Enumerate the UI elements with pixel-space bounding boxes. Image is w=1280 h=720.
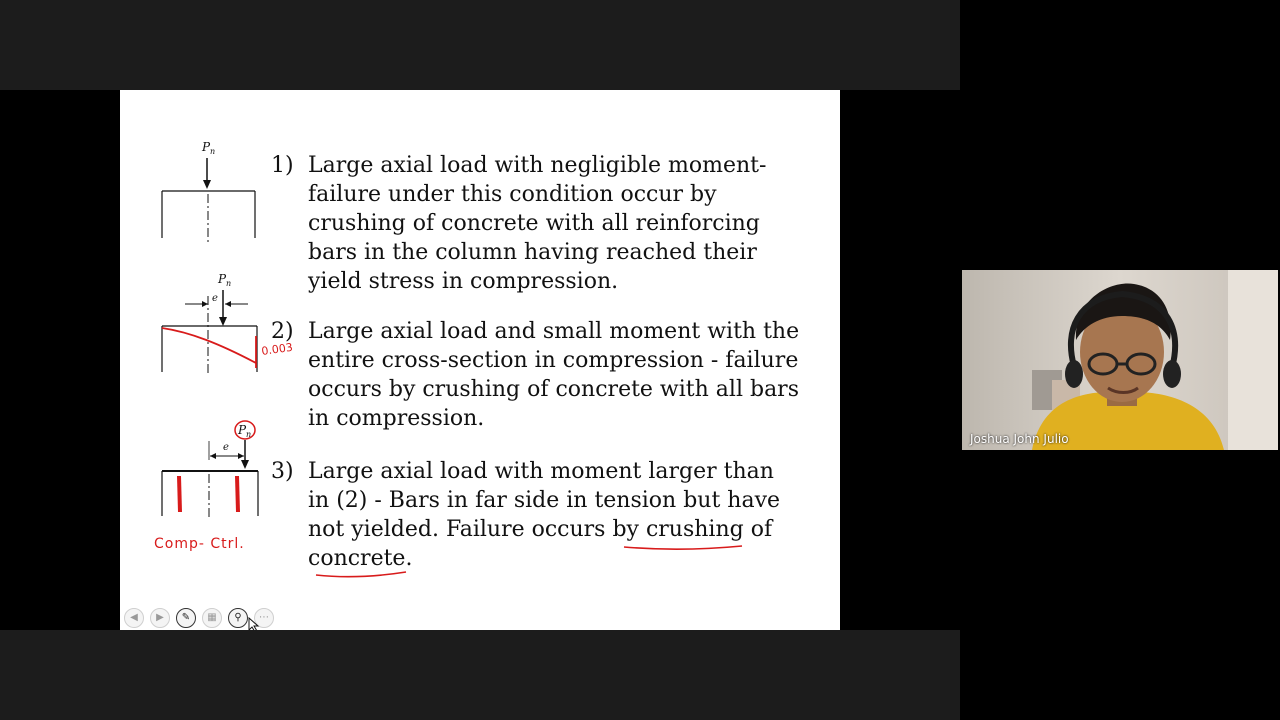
figure-large-eccentricity (150, 416, 290, 531)
text-line (308, 515, 808, 544)
item-number-2: 2) (271, 319, 294, 344)
load-subscript-2: n (226, 279, 232, 288)
presentation-slide (120, 90, 840, 630)
zoom-icon[interactable]: ⚲ (228, 608, 248, 628)
text-line: entire cross-section in compression - failure (308, 348, 799, 373)
participant-video-feed (962, 270, 1278, 450)
eccentricity-label-3: e (223, 442, 229, 453)
underline-annotation-2 (314, 569, 414, 583)
load-label-1: P (202, 140, 211, 154)
text-line: in compression. (308, 406, 485, 431)
participant-video[interactable] (962, 270, 1278, 450)
load-subscript-3: n (246, 430, 252, 439)
next-icon[interactable]: ▶ (150, 608, 170, 628)
slides-icon[interactable]: ▦ (202, 608, 222, 628)
figure-concentric-load (150, 136, 270, 246)
previous-icon[interactable]: ◀ (124, 608, 144, 628)
load-label-2: P (218, 272, 227, 286)
text-line: in (2) - Bars in far side in tension but have (308, 488, 781, 513)
letterbox-top (0, 0, 960, 90)
text-line: bars in the column having reached their (308, 240, 757, 265)
eccentricity-label-2: e (212, 293, 218, 304)
text-line: Large axial load and small moment with the (308, 319, 800, 344)
load-subscript-1: n (210, 147, 216, 156)
text-line: Large axial load with negligible moment- (308, 153, 767, 178)
text-line: failure under this condition occur by (308, 182, 717, 207)
text-line: occurs by crushing of concrete with all bars (308, 377, 799, 402)
text-segment: not yielded. Failure occurs by (308, 517, 646, 542)
strain-annotation: 0.003 (260, 340, 294, 358)
pen-icon[interactable]: ✎ (176, 608, 196, 628)
item-number-1: 1) (271, 153, 294, 178)
underlined-phrase: crushing of (645, 517, 773, 542)
mouse-cursor-icon (248, 617, 260, 630)
letterbox-bottom (0, 630, 960, 720)
text-line: Large axial load with moment larger than (308, 459, 774, 484)
handwritten-note: Comp- Ctrl. (154, 536, 245, 552)
text-line: crushing of concrete with all reinforcing (308, 211, 760, 236)
load-label-3: P (238, 423, 247, 437)
underlined-phrase: concrete. (308, 546, 413, 571)
item-text-2 (308, 317, 808, 433)
underline-annotation-1 (620, 542, 750, 556)
text-line: yield stress in compression. (308, 269, 619, 294)
more-icon[interactable]: ⋯ (254, 608, 274, 628)
item-number-3: 3) (271, 459, 294, 484)
item-text-1 (308, 151, 808, 296)
participant-name: Joshua John Julio (970, 432, 1069, 446)
